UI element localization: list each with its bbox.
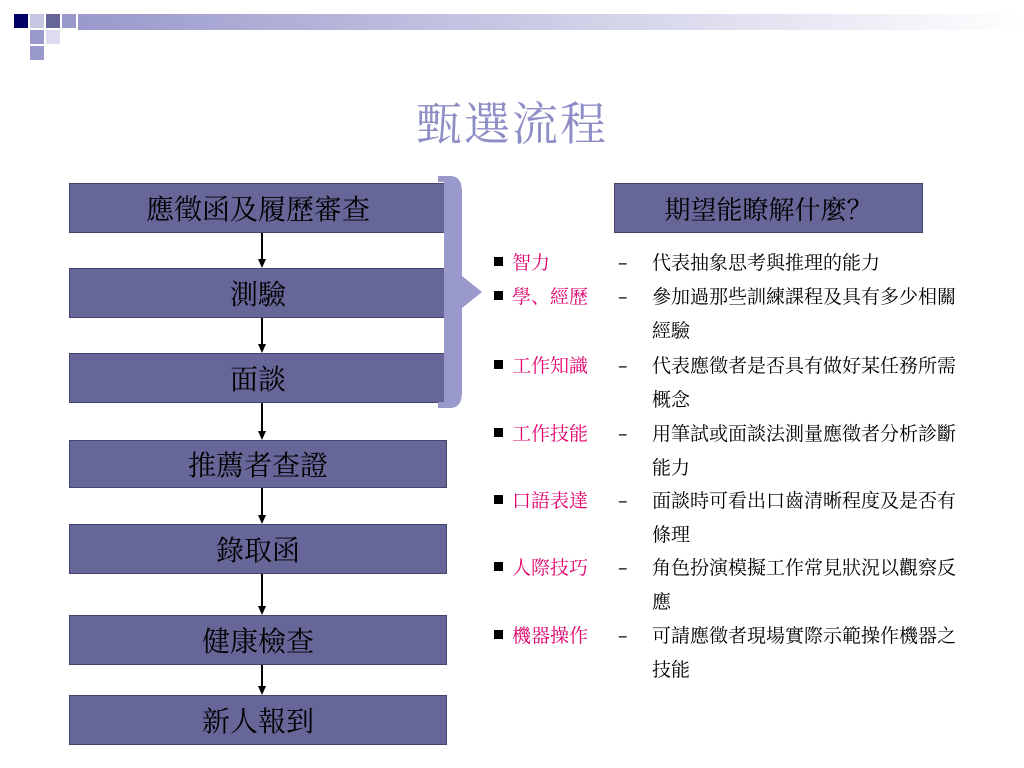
flow-arrow bbox=[258, 665, 266, 695]
step-offer-letter: 錄取函 bbox=[69, 524, 447, 574]
flow-arrow bbox=[258, 488, 266, 524]
item-description: 代表抽象思考與推理的能力 bbox=[652, 252, 881, 274]
item-description: 可請應徵者現場實際示範操作機器之技能 bbox=[652, 625, 957, 681]
bullet-icon bbox=[494, 291, 503, 300]
deco-square bbox=[62, 14, 76, 28]
step-reference-check: 推薦者查證 bbox=[69, 440, 447, 488]
item-description: 代表應徵者是否具有做好某任務所需概念 bbox=[652, 355, 957, 411]
item-description: 參加過那些訓練課程及具有多少相關經驗 bbox=[652, 286, 957, 342]
bullet-icon bbox=[494, 428, 503, 437]
item-dash: – bbox=[618, 423, 628, 445]
header-gradient-bar bbox=[78, 14, 1024, 30]
item-dash: – bbox=[618, 286, 628, 308]
step-interview: 面談 bbox=[69, 353, 447, 403]
item-description: 面談時可看出口齒清晰程度及是否有條理 bbox=[652, 490, 957, 546]
step-health-check: 健康檢查 bbox=[69, 615, 447, 665]
item-dash: – bbox=[618, 355, 628, 377]
item-dash: – bbox=[618, 625, 628, 647]
deco-square bbox=[46, 14, 60, 28]
item-term: 人際技巧 bbox=[512, 557, 589, 579]
bullet-icon bbox=[494, 360, 503, 369]
deco-square bbox=[30, 14, 44, 28]
item-term: 機器操作 bbox=[512, 625, 589, 647]
item-term: 口語表達 bbox=[512, 490, 589, 512]
step-resume-review: 應徵函及履歷審查 bbox=[69, 183, 447, 233]
bullet-icon bbox=[494, 495, 503, 504]
bullet-icon bbox=[494, 562, 503, 571]
question-box: 期望能瞭解什麼？ bbox=[614, 183, 923, 233]
bullet-icon bbox=[494, 630, 503, 639]
item-description: 用筆試或面談法測量應徵者分析診斷能力 bbox=[652, 423, 957, 479]
item-term: 工作知識 bbox=[512, 355, 589, 377]
brace-shape bbox=[436, 172, 488, 412]
deco-square bbox=[14, 14, 28, 28]
flow-arrow bbox=[258, 403, 266, 440]
flow-arrow bbox=[258, 318, 266, 353]
deco-square bbox=[30, 46, 44, 60]
item-term: 智力 bbox=[512, 252, 551, 274]
step-test: 測驗 bbox=[69, 268, 447, 318]
deco-square bbox=[46, 30, 60, 44]
flow-arrow bbox=[258, 574, 266, 615]
item-term: 工作技能 bbox=[512, 423, 589, 445]
item-term: 學、經歷 bbox=[512, 286, 589, 308]
bullet-icon bbox=[494, 257, 503, 266]
flow-arrow bbox=[258, 233, 266, 268]
item-dash: – bbox=[618, 252, 628, 274]
item-description: 角色扮演模擬工作常見狀況以觀察反應 bbox=[652, 557, 957, 613]
page-title: 甄選流程 bbox=[416, 97, 608, 151]
item-dash: – bbox=[618, 557, 628, 579]
step-onboarding: 新人報到 bbox=[69, 695, 447, 745]
deco-square bbox=[30, 30, 44, 44]
item-dash: – bbox=[618, 490, 628, 512]
